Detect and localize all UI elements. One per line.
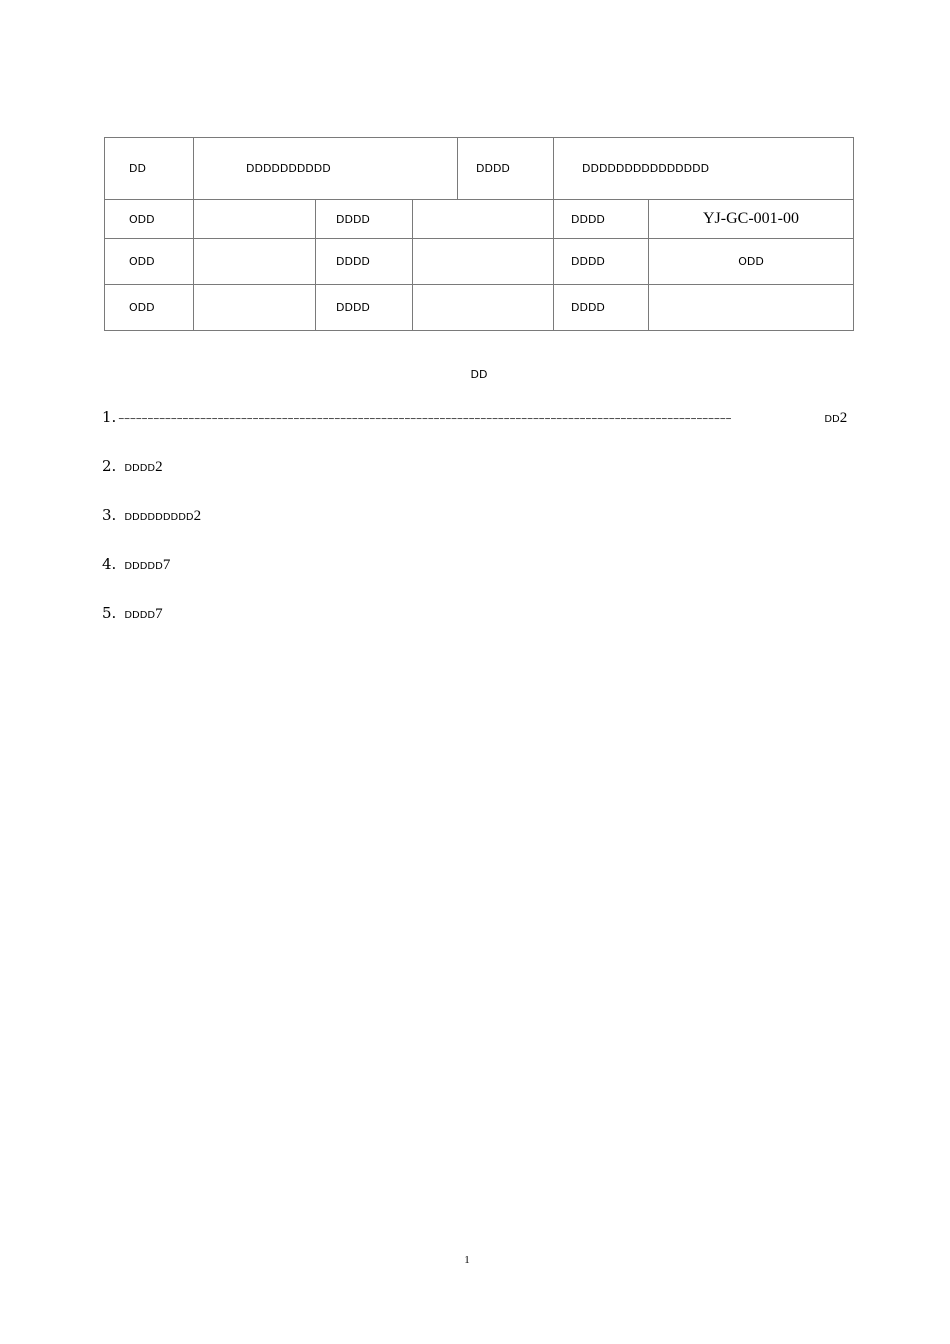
page-number: 1 (464, 1254, 470, 1266)
row3-label-2: DDDD (336, 255, 370, 268)
row3-label-1: ODD (129, 255, 155, 268)
toc-item-number: 3. (102, 506, 117, 524)
row4-label-1: ODD (129, 300, 155, 314)
row4-label-3: DDDD (571, 300, 605, 314)
toc-item-number: 5. (102, 604, 117, 622)
toc-item-number: 4. (102, 555, 117, 573)
header-label-2: DDDD (476, 162, 510, 175)
row2-label-2: DDDD (336, 212, 370, 226)
toc-item-page: 2 (155, 459, 163, 475)
toc-item-page: 2 (839, 410, 848, 426)
toc-item[interactable] (102, 457, 163, 476)
toc-item[interactable] (102, 604, 163, 623)
toc-item-number: 1. (102, 408, 117, 426)
row3-label-3: DDDD (571, 255, 605, 268)
toc-item-number: 2. (102, 457, 117, 475)
document-header-table (104, 137, 854, 331)
toc-leader: −−−−−−−−−−−−−−−−−−−−−−−−−−−−−−−−−−−−−−−−−−−−−−−−−−−−−−−−−−−−−−−−−−−−−−−−−−−−−−−−−−−−−−−−−−−−−−−−−−−−−−−−− (118, 414, 732, 425)
toc-item-page: 7 (162, 557, 171, 573)
toc-item-text: DDDD (124, 463, 156, 474)
toc-title: DD (470, 368, 488, 381)
toc-item[interactable] (102, 555, 170, 574)
row3-value-3: ODD (738, 255, 764, 268)
toc-item-text: DDDD (124, 610, 156, 621)
row4-label-2: DDDD (336, 300, 370, 314)
toc-item-page: 7 (155, 606, 163, 622)
toc-item[interactable] (102, 408, 847, 427)
header-label-1: DD (129, 162, 146, 175)
toc-item[interactable] (102, 506, 201, 525)
header-value-1: DDDDDDDDDD (246, 162, 331, 175)
toc-item-page: 2 (193, 508, 202, 524)
toc-item-text: DDDDD (124, 561, 163, 572)
toc-item-text: DD (824, 414, 840, 425)
toc-item-text: DDDDDDDDD (124, 512, 194, 523)
document-code: YJ-GC-001-00 (703, 210, 799, 227)
header-value-2: DDDDDDDDDDDDDDD (582, 162, 710, 175)
row2-label-1: ODD (129, 212, 155, 226)
row2-label-3: DDDD (571, 212, 605, 226)
